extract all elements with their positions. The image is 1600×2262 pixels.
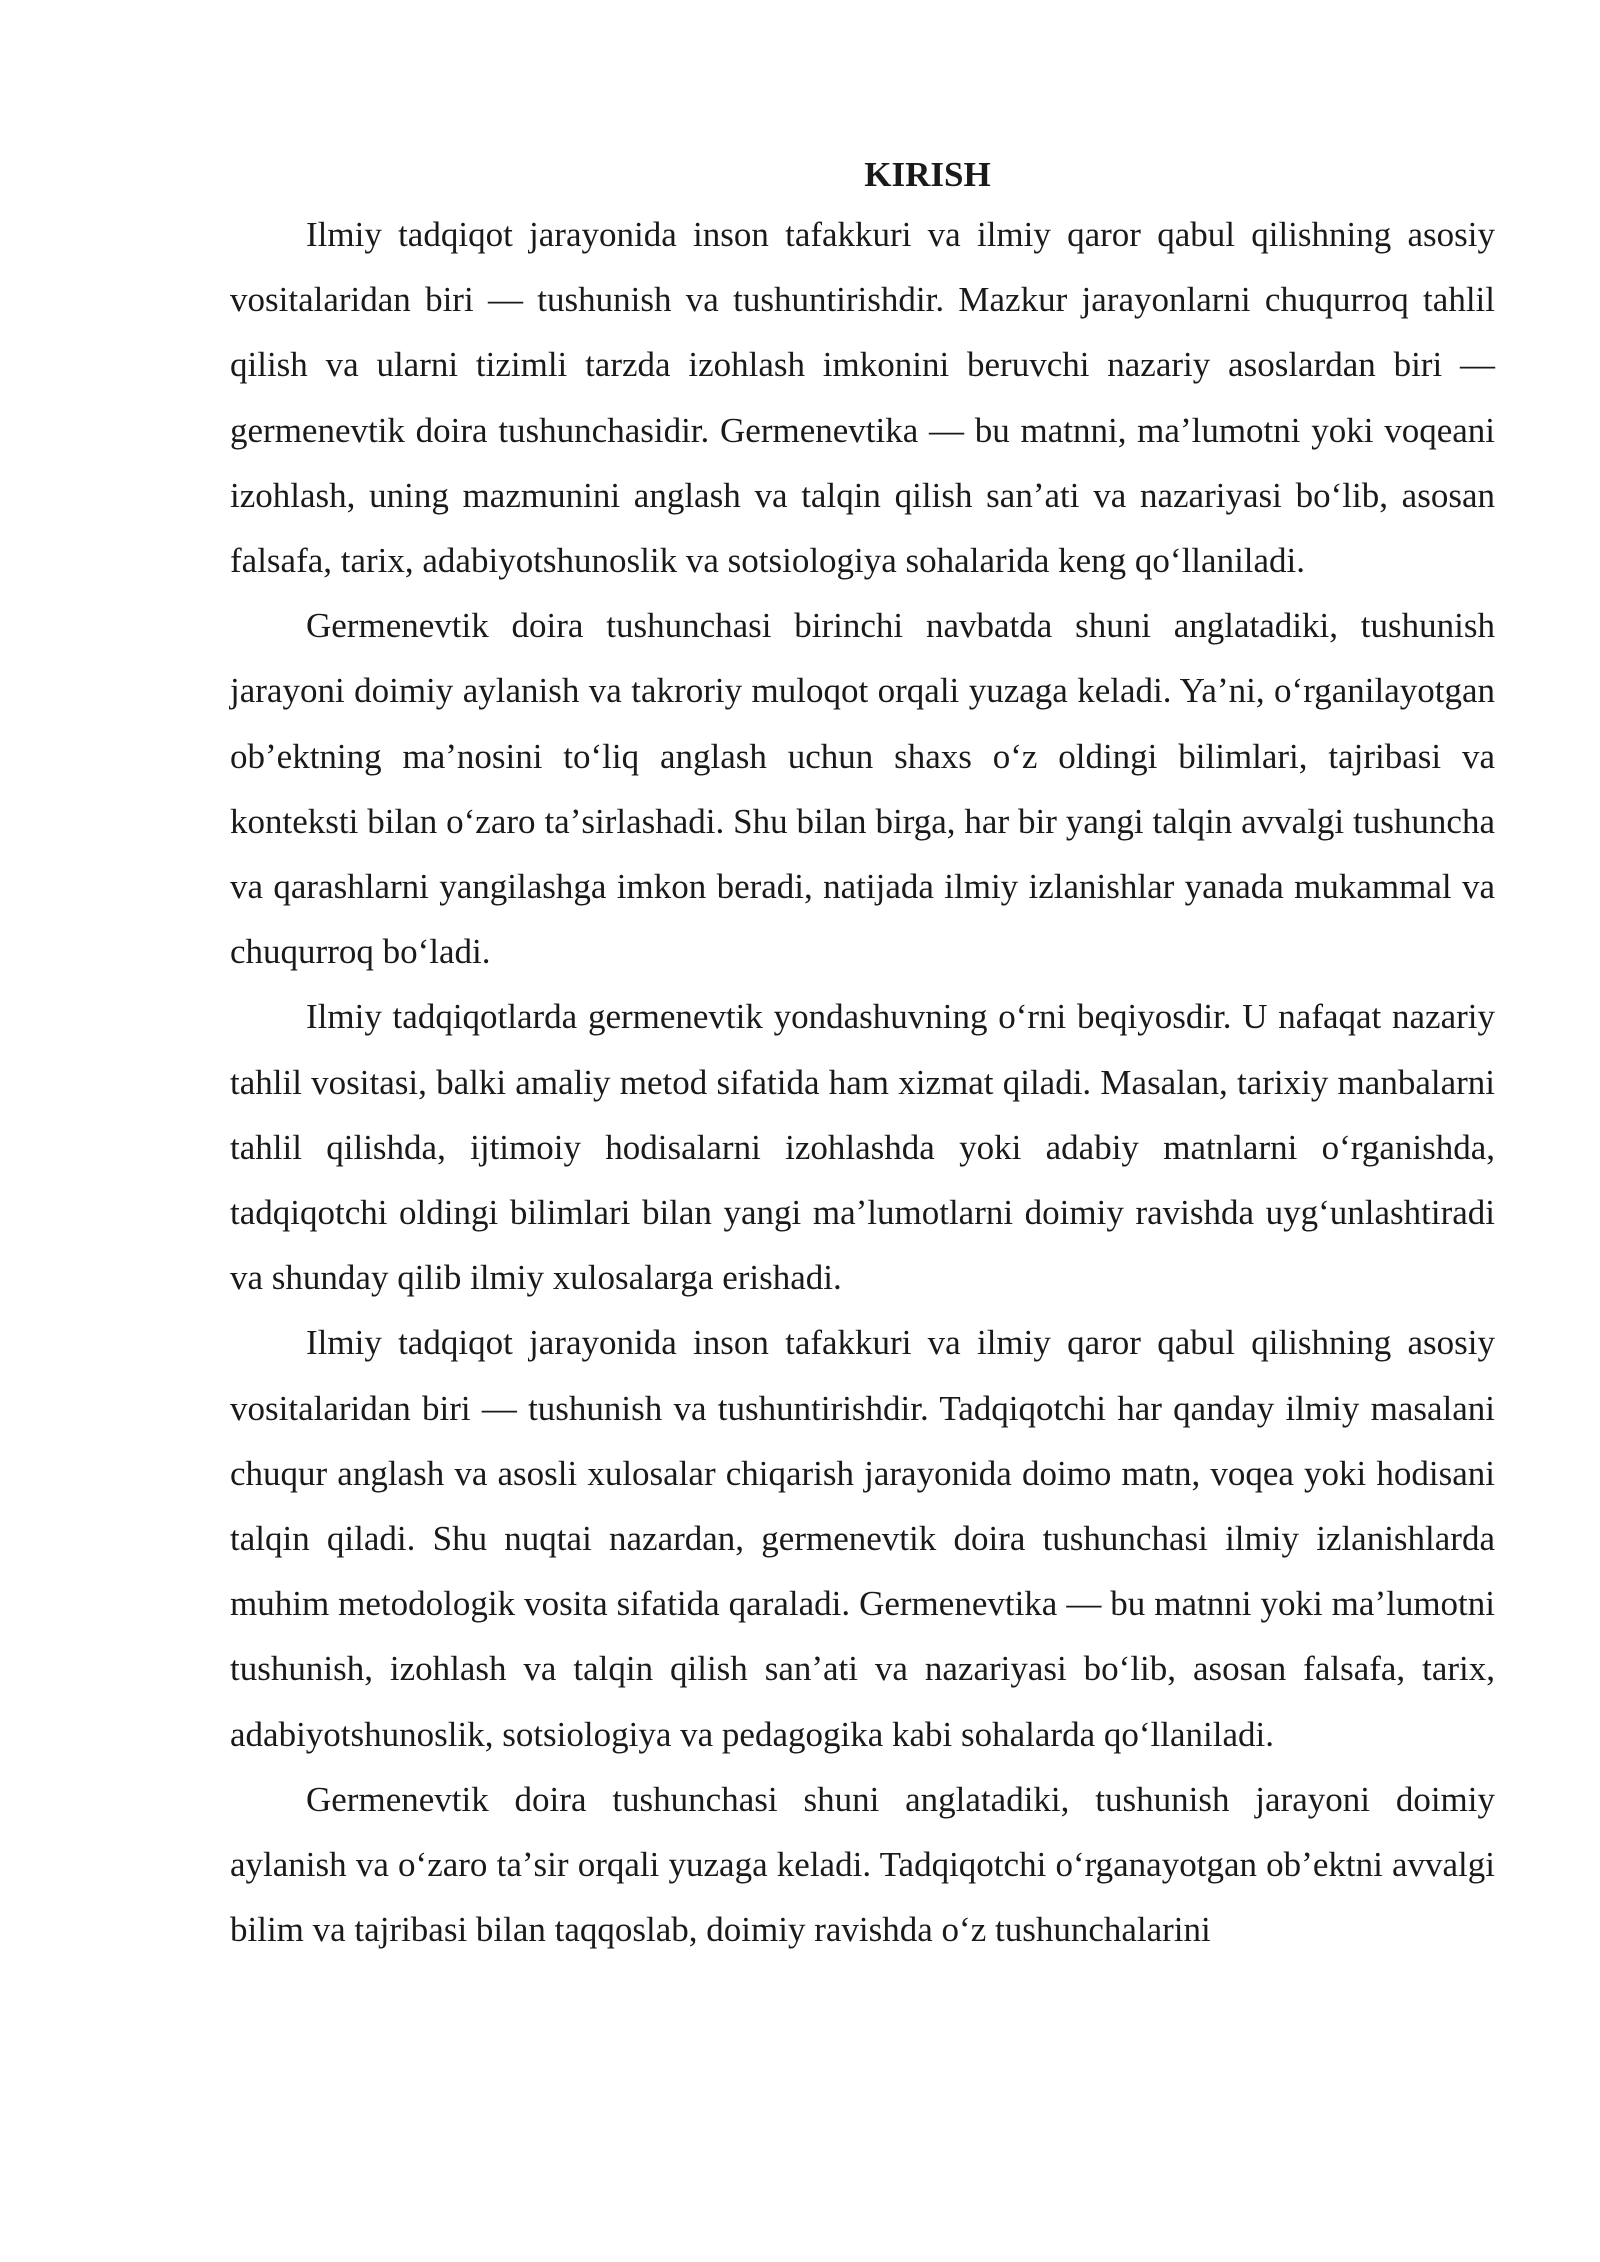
paragraph-5: Germenevtik doira tushunchasi shuni anglatadiki, tushunish jarayoni doimiy aylanish va oʻzaro taʼsir orqali yuzaga keladi. Tadqiqotchi oʻrganayotgan obʼektni avvalgi bilim va tajribasi bilan taqqoslab, doimiy ravishda oʻz tushunchalarini xyxy=(230,1779,1495,1950)
page-title: KIRISH xyxy=(864,155,991,194)
document-body xyxy=(230,148,1495,1962)
paragraph-4: Ilmiy tadqiqot jarayonida inson tafakkuri va ilmiy qaror qabul qilishning asosiy vositalaridan biri — tushunish va tushuntirishdir. Tadqiqotchi har qanday ilmiy masalani chuqur anglash va asosli xulosalar chiqarish jarayonida doimo matn, voqea yoki hodisani talqin qiladi. Shu nuqtai nazardan, germenevtik doira tushunchasi ilmiy izlanishlarda muhim metodologik vosita sifatida qaraladi. Germenevtika — bu matnni yoki maʼlumotni tushunish, izohlash va talqin qilish sanʼati va nazariyasi boʻlib, asosan falsafa, tarix, adabiyotshunoslik, sotsiologiya va pedagogika kabi sohalarda qoʻllaniladi. xyxy=(230,1323,1495,1754)
paragraph-3: Ilmiy tadqiqotlarda germenevtik yondashuvning oʻrni beqiyosdir. U nafaqat nazariy tahlil vositasi, balki amaliy metod sifatida ham xizmat qiladi. Masalan, tarixiy manbalarni tahlil qilishda, ijtimoiy hodisalarni izohlashda yoki adabiy matnlarni oʻrganishda, tadqiqotchi oldingi bilimlari bilan yangi maʼlumotlarni doimiy ravishda uygʻunlashtiradi va shunday qilib ilmiy xulosalarga erishadi. xyxy=(230,997,1495,1298)
paragraph-1: Ilmiy tadqiqot jarayonida inson tafakkuri va ilmiy qaror qabul qilishning asosiy vositalaridan biri — tushunish va tushuntirishdir. Mazkur jarayonlarni chuqurroq tahlil qilish va ularni tizimli tarzda izohlash imkonini beruvchi nazariy asoslardan biri — germenevtik doira tushunchasidir. Germenevtika — bu matnni, maʼlumotni yoki voqeani izohlash, uning mazmunini anglash va talqin qilish sanʼati va nazariyasi boʻlib, asosan falsafa, tarix, adabiyotshunoslik va sotsiologiya sohalarida keng qoʻllaniladi. xyxy=(230,215,1495,581)
paragraph-2: Germenevtik doira tushunchasi birinchi navbatda shuni anglatadiki, tushunish jarayoni doimiy aylanish va takroriy muloqot orqali yuzaga keladi. Yaʼni, oʻrganilayotgan obʼektning maʼnosini toʻliq anglash uchun shaxs oʻz oldingi bilimlari, tajribasi va konteksti bilan oʻzaro taʼsirlashadi. Shu bilan birga, har bir yangi talqin avvalgi tushuncha va qarashlarni yangilashga imkon beradi, natijada ilmiy izlanishlar yanada mukammal va chuqurroq boʻladi. xyxy=(230,606,1495,972)
